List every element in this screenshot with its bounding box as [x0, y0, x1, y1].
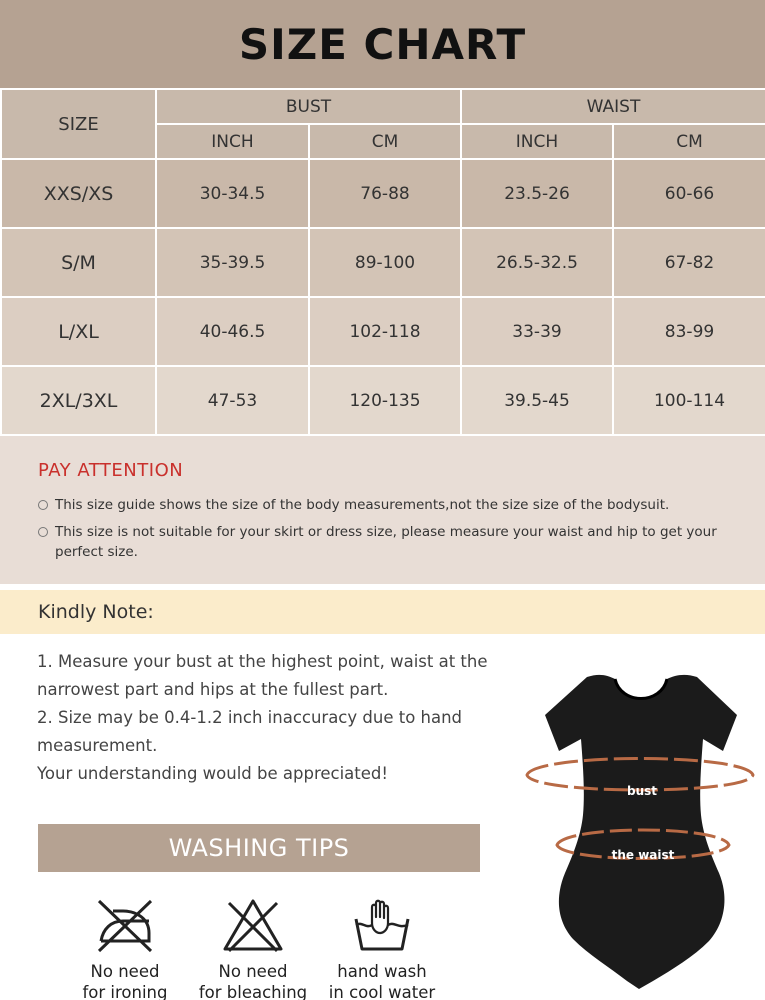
tip-label-line1: No need — [90, 962, 160, 981]
bodysuit-figure — [515, 665, 765, 1000]
attention-item — [38, 495, 718, 515]
table-row — [1, 297, 765, 366]
size-table — [0, 88, 765, 436]
waist-inch-cell: 23.5-26 — [461, 159, 613, 228]
bust-inch-cell: 47-53 — [156, 366, 309, 435]
size-cell: S/M — [1, 228, 156, 297]
table-row — [1, 228, 765, 297]
tip-label-line2: for bleaching — [198, 983, 308, 1000]
bust-cm-cell: 102-118 — [309, 297, 461, 366]
unit-header: CM — [613, 124, 765, 159]
size-cell: 2XL/3XL — [1, 366, 156, 435]
bust-inch-cell: 30-34.5 — [156, 159, 309, 228]
waist-cm-cell: 60-66 — [613, 159, 765, 228]
waist-cm-cell: 67-82 — [613, 228, 765, 297]
attention-text: This size is not suitable for your skirt or dress size, please measure your waist and hip to get your perfect size. — [55, 524, 717, 560]
pay-attention-section — [0, 436, 765, 584]
bust-inch-cell: 40-46.5 — [156, 297, 309, 366]
washing-tip-item — [60, 895, 190, 1000]
unit-header: INCH — [461, 124, 613, 159]
bust-header: BUST — [156, 89, 461, 124]
pay-attention-title: PAY ATTENTION — [38, 460, 184, 481]
unit-header: INCH — [156, 124, 309, 159]
circle-bullet-icon — [38, 500, 48, 510]
bust-inch-cell: 35-39.5 — [156, 228, 309, 297]
no-ironing-icon — [93, 895, 157, 955]
tip-label-line2: for ironing — [82, 983, 168, 1000]
waist-inch-cell: 26.5-32.5 — [461, 228, 613, 297]
waist-inch-cell: 33-39 — [461, 297, 613, 366]
waist-cm-cell: 83-99 — [613, 297, 765, 366]
kindly-note-text — [37, 648, 517, 788]
size-header: SIZE — [1, 89, 156, 159]
waist-label: the waist — [611, 848, 675, 862]
bust-cm-cell: 89-100 — [309, 228, 461, 297]
kindly-note-title: Kindly Note: — [38, 601, 154, 623]
washing-tips-band — [38, 824, 480, 872]
washing-tip-item — [188, 895, 318, 1000]
page-title: SIZE CHART — [238, 19, 527, 69]
table-row — [1, 366, 765, 435]
title-band — [0, 0, 765, 88]
bust-cm-cell: 76-88 — [309, 159, 461, 228]
note-line: 2. Size may be 0.4-1.2 inch inaccuracy due to hand measurement. — [37, 708, 463, 755]
circle-bullet-icon — [38, 527, 48, 537]
kindly-note-band — [0, 590, 765, 634]
tip-label-line1: hand wash — [337, 962, 427, 981]
tip-label-line2: in cool water — [328, 983, 436, 1000]
note-line: 1. Measure your bust at the highest point, waist at the narrowest part and hips at the fullest part. — [37, 652, 488, 699]
size-cell: L/XL — [1, 297, 156, 366]
no-bleaching-icon — [221, 895, 285, 955]
unit-header: CM — [309, 124, 461, 159]
tip-label-line1: No need — [218, 962, 288, 981]
washing-tip-item — [317, 895, 447, 1000]
waist-header: WAIST — [461, 89, 765, 124]
hand-wash-icon — [350, 895, 414, 955]
washing-tips-title: WASHING TIPS — [168, 834, 350, 862]
size-cell: XXS/XS — [1, 159, 156, 228]
waist-cm-cell: 100-114 — [613, 366, 765, 435]
waist-inch-cell: 39.5-45 — [461, 366, 613, 435]
table-row — [1, 159, 765, 228]
bust-cm-cell: 120-135 — [309, 366, 461, 435]
attention-text: This size guide shows the size of the body measurements,not the size size of the bodysuit. — [55, 497, 670, 513]
bust-label: bust — [626, 784, 658, 798]
attention-item — [38, 522, 718, 562]
bodysuit-shape — [545, 675, 737, 989]
note-line: Your understanding would be appreciated! — [37, 764, 388, 783]
